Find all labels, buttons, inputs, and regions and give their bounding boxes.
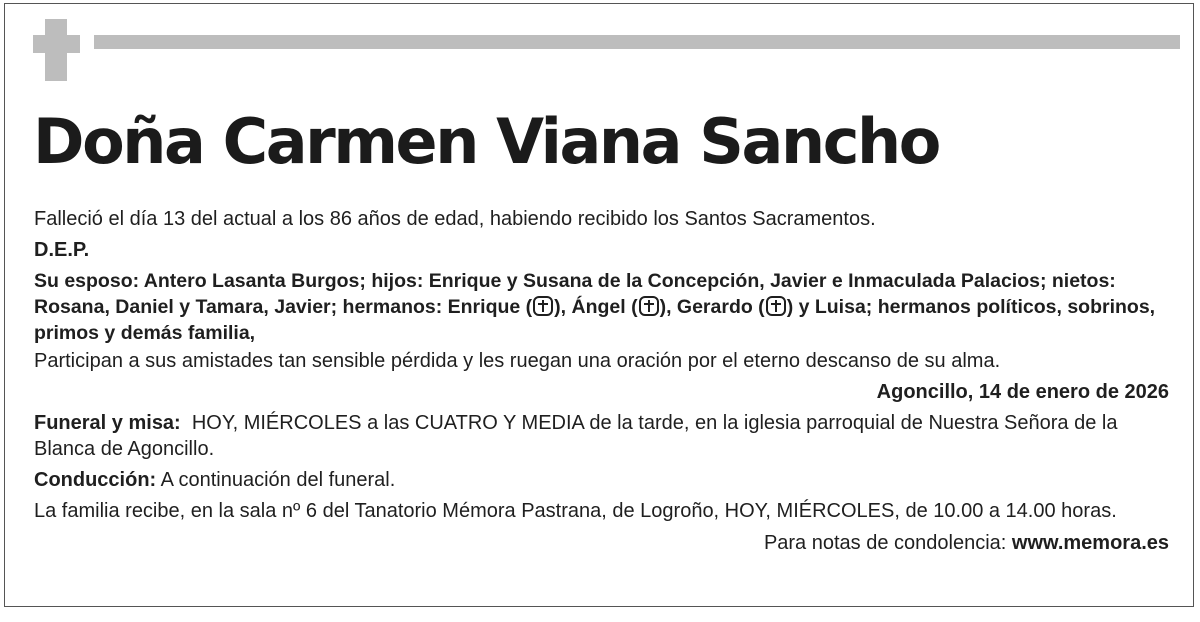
family-text-3: ), Gerardo ( [659, 296, 765, 318]
participation-text: Participan a sus amistades tan sensible pérdida y les ruegan una oración por el eterno descanso de su alma. [34, 350, 1001, 372]
reception-info: La familia recibe, en la sala nº 6 del Tanatorio Mémora Pastrana, de Logroño, HOY, MIÉRCOLES, de 10.00 a 14.00 horas. [34, 500, 1117, 522]
header-rule [94, 35, 1180, 49]
family-list [34, 268, 1169, 346]
family-text-4: ) y Luisa; hermanos políticos, sobrinos, primos y demás familia, [34, 296, 1156, 344]
dep-text: D.E.P. [34, 239, 90, 261]
cross-in-square-icon [766, 296, 786, 316]
condolence-footer [34, 530, 1169, 556]
condolence-link[interactable]: www.memora.es [1011, 532, 1169, 554]
conduction-label: Conducción: [34, 469, 157, 491]
conduction-text: A continuación del funeral. [156, 469, 396, 491]
cross-in-square-icon [639, 296, 659, 316]
funeral-label: Funeral y misa: [34, 412, 181, 434]
family-text-1: Su esposo: Antero Lasanta Burgos; hijos: Enrique y Susana de la Concepción, Javier e Inmaculada Palacios; nietos: Rosana, Daniel y Tamara, Javier; hermanos: Enrique ( [34, 270, 1116, 318]
obituary-body [34, 206, 1169, 561]
condolence-label: Para notas de condolencia: [763, 532, 1012, 554]
funeral-info [34, 410, 1169, 462]
deceased-name: Doña Carmen Viana Sancho [33, 105, 939, 178]
place-date: Agoncillo, 14 de enero de 2026 [876, 381, 1169, 403]
conduction-info [34, 467, 1169, 493]
cross-in-square-icon [533, 296, 553, 316]
family-text-2: ), Ángel ( [554, 296, 638, 318]
funeral-text: HOY, MIÉRCOLES a las CUATRO Y MEDIA de la tarde, en la iglesia parroquial de Nuestra Señora de la Blanca de Agoncillo. [34, 412, 1124, 460]
latin-cross-icon [33, 19, 80, 81]
death-notice: Falleció el día 13 del actual a los 86 años de edad, habiendo recibido los Santos Sacramentos. [34, 208, 876, 230]
